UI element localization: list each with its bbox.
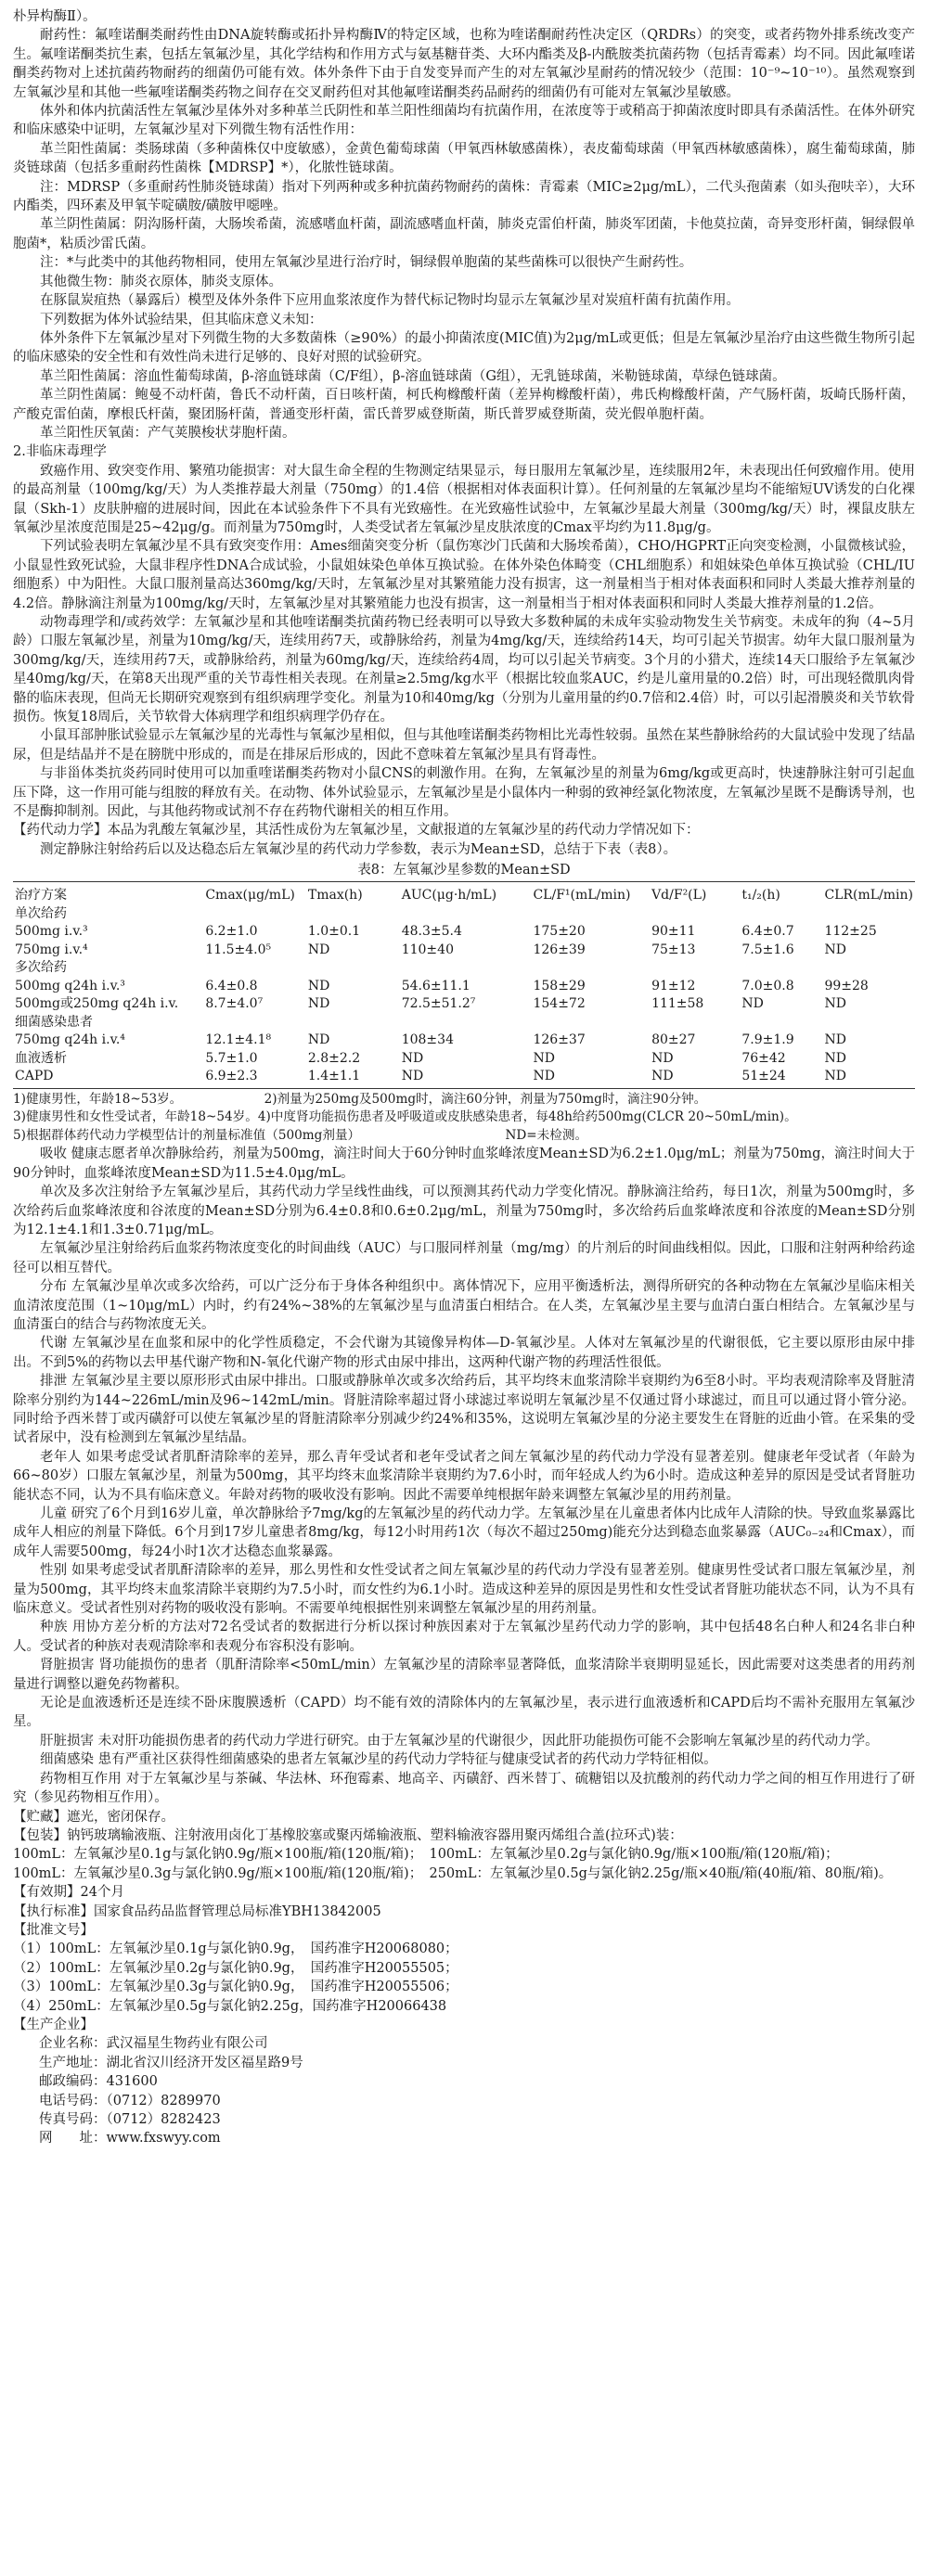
text-paragraph: 注：*与此类中的其他药物相同，使用左氧氟沙星进行治疗时，铜绿假单胞菌的某些菌株可以很快产生耐药性。 xyxy=(40,255,693,271)
table-header-row xyxy=(13,884,915,905)
text-paragraph: 革兰阴性菌属：鲍曼不动杆菌，鲁氏不动杆菌，百日咳杆菌，柯氏枸橼酸杆菌（差异枸橼酸杆菌），弗氏枸橼酸杆菌，产气肠杆菌，坂崎氏肠杆菌，产酸克雷伯菌，摩根氏杆菌，聚团肠杆菌，普通变形杆菌，雷氏普罗威登斯菌，斯氏普罗威登斯菌，荧光假单胞杆菌。 xyxy=(13,388,915,422)
text-paragraph: 耐药性：氟喹诺酮类耐药性由DNA旋转酶或拓扑异构酶Ⅳ的特定区域，也称为喹诺酮耐药性决定区（QRDRs）的突变，或者药物外排系统改变产生。氟喹诺酮类抗生素，包括左氧氟沙星，其化学结构和作用方式与氨基糖苷类、大环内酯类及β-内酰胺类抗菌药物（包括青霉素）均不同。因此氟喹诺酮类药物对上述抗菌药物耐药的细菌仍可能有效。体外条件下由于自发变异而产生的对左氧氟沙星耐药的情况较少（范围：10⁻⁹~10⁻¹⁰）。虽然观察到左氧氟沙星和其他一些氟喹诺酮类药物之间存在交叉耐药但对其他氟喹诺酮类药品耐药的细菌仍有可能对左氧氟沙星敏感。 xyxy=(13,28,915,100)
package-spec-row xyxy=(13,1865,915,1883)
column-header: Vd/F²(L) xyxy=(651,888,707,904)
table-cell: ND xyxy=(533,1069,555,1084)
approval-heading: 【批准文号】 xyxy=(13,1922,94,1938)
table-cell: ND xyxy=(307,942,330,957)
phone-number: 电话号码：（0712）8289970 xyxy=(39,2093,221,2108)
table-section-row xyxy=(13,1014,915,1032)
package-section: 【包装】钠钙玻璃输液瓶、注射液用卤化丁基橡胶塞或聚丙烯输液瓶、塑料输液容器用聚丙烯组合盖(拉环式)装： xyxy=(13,1827,683,1843)
table-cell: 11.5±4.0⁵ xyxy=(205,942,272,957)
table-cell: 12.1±4.1⁸ xyxy=(205,1032,272,1048)
section-heading: 2.非临床毒理学 xyxy=(13,444,107,460)
table-cell: 72.5±51.2⁷ xyxy=(401,996,476,1012)
approval-item: （3）100mL：左氧氟沙星0.3g与氯化钠0.9g， 国药准字H20055506； xyxy=(13,1980,458,1995)
package-spec: 100mL：左氧氟沙星0.1g与氯化钠0.9g/瓶×100瓶/箱(120瓶/箱)； xyxy=(13,1847,416,1863)
table-cell: ND xyxy=(307,996,330,1012)
text-paragraph: 分布 左氧氟沙星单次或多次给药，可以广泛分布于身体各种组织中。离体情况下，应用平衡透析法，测得所研究的各种动物在左氧氟沙星临床相关血清浓度范围（1~10μg/mL）内时，约有24%~38%的左氧氟沙星与血清蛋白相结合。在人类，左氧氟沙星主要与血清白蛋白相结合。左氧氟沙星与血清蛋白的结合与药物浓度无关。 xyxy=(13,1279,915,1332)
fax-number: 传真号码：（0712）8282423 xyxy=(39,2112,221,2127)
table-cell: 6.2±1.0 xyxy=(205,924,258,940)
website: 网 址：www.fxswyy.com xyxy=(39,2131,221,2147)
table-cell: ND xyxy=(824,942,846,957)
text-paragraph: 革兰阴性菌属：阴沟肠杆菌，大肠埃希菌，流感嗜血杆菌，副流感嗜血杆菌，肺炎克雷伯杆菌，肺炎军团菌，卡他莫拉菌，奇异变形杆菌，铜绿假单胞菌*，粘质沙雷氏菌。 xyxy=(13,217,915,251)
section-label: 多次给药 xyxy=(15,960,67,976)
text-paragraph: 性别 如果考虑受试者肌酐清除率的差异，那么男性和女性受试者之间左氧氟沙星的药代动力学没有显著差别。健康男性受试者口服左氧氟沙星，剂量为500mg，其平均终末血浆清除半衰期约为7.5小时，而女性约为6.1小时。造成这种差异的原因是男性和女性受试者肾脏功能状态不同，认为不具有临床意义。受试者性别对药物的吸收没有影响。不需要单纯根据性别来调整左氧氟沙星的用药剂量。 xyxy=(13,1563,915,1617)
table-cell: 154±72 xyxy=(533,996,586,1012)
table-cell: 126±37 xyxy=(533,1032,586,1048)
package-insert-page xyxy=(13,7,915,2148)
table-cell: 5.7±1.0 xyxy=(205,1050,258,1066)
table-cell: 76±42 xyxy=(741,1050,786,1066)
footnote-text: ND=未检测。 xyxy=(505,1127,588,1143)
table-footnote xyxy=(13,1091,915,1109)
table-caption: 表8：左氧氟沙星参数的Mean±SD xyxy=(357,863,571,878)
column-header: t₁/₂(h) xyxy=(741,888,780,904)
text-paragraph: 排泄 左氧氟沙星主要以原形形式由尿中排出。口服或静脉单次或多次给药后，其平均终末血浆清除半衰期约为6至8小时。平均表观清除率及肾脏清除率分别约为144~226mL/min及96~142mL/min。肾脏清除率超过肾小球滤过率说明左氧氟沙星不仅通过肾小球滤过，而且可以通过肾小管分泌。同时给予西米替丁或丙磺舒可以使左氧氟沙星的肾脏清除率分别减少约24%和35%，这说明左氧氟沙星的分泌主要发生在肾脏的近曲小管。在采集的受试者尿中，没有检测到左氧氟沙星结晶。 xyxy=(13,1374,915,1446)
text-paragraph: 下列试验表明左氧氟沙星不具有致突变作用：Ames细菌突变分析（鼠伤寒沙门氏菌和大肠埃希菌），CHO/HGPRT正向突变检测，小鼠微核试验，小鼠显性致死试验，大鼠非程序性DNA合成试验，小鼠姐妹染色单体互换试验。在体外染色体畸变（CHL细胞系）和姐妹染色单体互换试验（CHL/IU细胞系）中为阳性。大鼠口服剂量高达360mg/kg/天时，左氧氟沙星对其繁殖能力没有损害，这一剂量相当于相对体表面积和同时人类最大推荐剂量的4.2倍。静脉滴注剂量为100mg/kg/天时，左氧氟沙星对其繁殖能力也没有损害，这一剂量相当于相对体表面积和同时人类最大推荐剂量的1.2倍。 xyxy=(13,539,915,611)
table-cell: 6.9±2.3 xyxy=(205,1069,258,1084)
pk-parameters-table xyxy=(13,884,915,1086)
table-row xyxy=(13,923,915,942)
table-cell: 99±28 xyxy=(824,978,869,993)
company-address: 生产地址：湖北省汉川经济开发区福星路9号 xyxy=(39,2055,303,2070)
approval-item: （2）100mL：左氧氟沙星0.2g与氯化钠0.9g， 国药准字H20055505； xyxy=(13,1960,458,1976)
table-bottom-rule xyxy=(13,1088,915,1089)
column-header: CL/F¹(mL/min) xyxy=(533,888,631,904)
table-cell: ND xyxy=(533,1050,555,1066)
text-paragraph: 代谢 左氧氟沙星在血浆和尿中的化学性质稳定，不会代谢为其镜像异构体—D-氧氟沙星。人体对左氧氟沙星的代谢很低，它主要以原形由尿中排出。不到5%的药物以去甲基代谢产物和N-氧化代谢产物的形式由尿中排出，这两种代谢产物的药理活性很低。 xyxy=(13,1336,915,1370)
table-cell: 90±11 xyxy=(651,924,696,940)
table-cell: 48.3±5.4 xyxy=(401,924,462,940)
table-cell: ND xyxy=(824,1032,846,1048)
manufacturer-info xyxy=(13,2034,915,2147)
table-cell: 750mg i.v.⁴ xyxy=(15,942,88,957)
text-paragraph: 种族 用协方差分析的方法对72名受试者的数据进行分析以探讨种族因素对于左氧氟沙星药代动力学的影响，其中包括48名白种人和24名非白种人。受试者的种族对表观清除率和表观分布容积没有影响。 xyxy=(13,1620,915,1654)
text-paragraph: 肝脏损害 未对肝功能损伤患者的药代动力学进行研究。由于左氧氟沙星的代谢很少，因此肝功能损伤可能不会影响左氧氟沙星的药代动力学。 xyxy=(40,1733,879,1749)
table-cell: 51±24 xyxy=(741,1069,786,1084)
table-cell: ND xyxy=(307,978,330,993)
postal-code: 邮政编码：431600 xyxy=(39,2074,158,2090)
approval-item: （1）100mL：左氧氟沙星0.1g与氯化钠0.9g， 国药准字H20068080； xyxy=(13,1942,458,1957)
text-paragraph: 动物毒理学和/或药效学：左氧氟沙星和其他喹诺酮类抗菌药物已经表明可以导致大多数种属的未成年实验动物发生关节病变。未成年的狗（4~5月龄）口服左氧氟沙星，剂量为10mg/kg/天，连续用药7天，或静脉给药，剂量为4mg/kg/天，连续给药14天，均可引起关节损害。幼年大鼠口服剂量为300mg/kg/天，连续用药7天，或静脉给药，剂量为60mg/kg/天，连续给药4周，均可以引起关节病变。3个月的小猎犬，连续14天口服给予左氧氟沙星40mg/kg/天，在第8天出现严重的关节毒性相关表现。在剂量≥2.5mg/kg水平（根据比较血浆AUC，约是儿童用量的0.2倍）时，可出现轻微肌肉骨骼的临床表现，但尚无长期研究观察到有组织病理学变化。剂量为10和40mg/kg（分别为儿童用量的约0.7倍和2.4倍）时，可以引起滑膜炎和关节软骨损伤。恢复18周后，关节软骨大体病理学和组织病理学仍存在。 xyxy=(13,615,915,725)
section-label: 细菌感染患者 xyxy=(15,1014,93,1030)
text-paragraph: 朴异构酶Ⅱ）。 xyxy=(13,9,97,24)
table-cell: 500mg i.v.³ xyxy=(15,924,88,940)
text-paragraph: 注：MDRSP（多重耐药性肺炎链球菌）指对下列两种或多种抗菌药物耐药的菌株：青霉素（MIC≥2μg/mL），二代头孢菌素（如头孢呋辛），大环内酯类，四环素及甲氧苄啶磺胺/磺胺甲噁唑。 xyxy=(13,179,915,214)
table-cell: 158±29 xyxy=(533,978,586,993)
table-cell: 750mg q24h i.v.⁴ xyxy=(15,1032,125,1048)
company-name: 企业名称：武汉福星生物药业有限公司 xyxy=(39,2036,268,2052)
text-paragraph: 与非甾体类抗炎药同时使用可以加重喹诺酮类药物对小鼠CNS的刺激作用。在狗，左氧氟沙星的剂量为6mg/kg或更高时，快速静脉注射可引起血压下降，这一作用可能与组胺的释放有关。在动物、体外试验显示，左氧氟沙星是小鼠体内一种弱的致神经氯化物浓度，左氧氟沙星既不是酶诱导剂，也不是酶抑制剂。因此，与其他药物或试剂不存在药物代谢相关的相互作用。 xyxy=(13,766,915,820)
table-cell: 6.4±0.7 xyxy=(741,924,794,940)
table-cell: 2.8±2.2 xyxy=(307,1050,361,1066)
table-cell: 血液透析 xyxy=(15,1050,67,1066)
manufacturer-heading: 【生产企业】 xyxy=(13,2017,94,2032)
package-spec: 100mL：左氧氟沙星0.2g与氯化钠0.9g/瓶×100瓶/箱(120瓶/箱)； xyxy=(429,1847,839,1863)
table-cell: 7.9±1.9 xyxy=(741,1032,794,1048)
package-spec: 100mL：左氧氟沙星0.3g与氯化钠0.9g/瓶×100瓶/箱(120瓶/箱)； xyxy=(13,1865,416,1881)
footnote-text: 2)剂量为250mg及500mg时，滴注60分钟，剂量为750mg时，滴注90分钟。 xyxy=(264,1091,707,1107)
footnote-text: 1)健康男性，年龄18~53岁。 xyxy=(13,1091,176,1107)
table-cell: 91±12 xyxy=(651,978,696,993)
standard-section: 【执行标准】国家食品药品监督管理总局标准YBH13842005 xyxy=(13,1903,381,1919)
table-cell: ND xyxy=(651,1069,674,1084)
table-cell: ND xyxy=(824,996,846,1012)
section-heading: 【药代动力学】本品为乳酸左氧氟沙星，其活性成份为左氧氟沙星，文献报道的左氧氟沙星的药代动力学情况如下： xyxy=(13,823,700,839)
text-paragraph: 体外和体内抗菌活性左氧氟沙星体外对多种革兰氏阴性和革兰阳性细菌均有抗菌作用，在浓度等于或稍高于抑菌浓度时即具有杀菌活性。在体外研究和临床感染中证明，左氧氟沙星对下列微生物有活性作用： xyxy=(13,104,915,138)
table-cell: ND xyxy=(307,1032,330,1048)
table-top-rule xyxy=(13,881,915,882)
table-cell: 7.5±1.6 xyxy=(741,942,794,957)
table-cell: ND xyxy=(651,1050,674,1066)
table-cell: CAPD xyxy=(15,1069,54,1084)
table-cell: ND xyxy=(741,996,764,1012)
column-header: Tmax(h) xyxy=(307,888,363,904)
storage-section: 【贮藏】遮光，密闭保存。 xyxy=(13,1809,174,1825)
table-row xyxy=(13,1032,915,1050)
column-header: Cmax(μg/mL) xyxy=(205,888,295,904)
text-paragraph: 在豚鼠炭疽热（暴露后）模型及体外条件下应用血浆浓度作为替代标记物时均显示左氧氟沙星对炭疽杆菌有抗菌作用。 xyxy=(40,293,740,309)
table-cell: 126±39 xyxy=(533,942,586,957)
table-cell: 8.7±4.0⁷ xyxy=(205,996,264,1012)
text-paragraph: 革兰阳性菌属：溶血性葡萄球菌，β-溶血链球菌（C/F组），β-溶血链球菌（G组），无乳链球菌，米勒链球菌，草绿色链球菌。 xyxy=(40,368,786,384)
table-section-row xyxy=(13,959,915,978)
table-cell: 500mg或250mg q24h i.v. xyxy=(15,996,179,1012)
table-cell: ND xyxy=(824,1069,846,1084)
table-row xyxy=(13,995,915,1014)
table-row xyxy=(13,1068,915,1086)
text-paragraph: 老年人 如果考虑受试者肌酐清除率的差异，那么青年受试者和老年受试者之间左氧氟沙星的药代动力学没有显著差别。健康老年受试者（年龄为66~80岁）口服左氧氟沙星，剂量为500mg，其平均终末血浆清除半衰期约为7.6小时，而年轻成人约为6小时。造成这种差异的原因是受试者肾脏功能状态不同，认为不具有临床意义。年龄对药物的吸收没有影响。因此不需要单纯根据年龄来调整左氧氟沙星的用药剂量。 xyxy=(13,1449,915,1503)
column-header: AUC(μg·h/mL) xyxy=(401,888,497,904)
table-cell: 80±27 xyxy=(651,1032,696,1048)
table-footnote: 3)健康男性和女性受试者，年龄18~54岁。4)中度肾功能损伤患者及呼吸道或皮肤感染患者，每48h给药500mg(CLCR 20~50mL/min)。 xyxy=(13,1109,797,1125)
text-paragraph: 吸收 健康志愿者单次静脉给药，剂量为500mg，滴注时间大于60分钟时血浆峰浓度Mean±SD为6.2±1.0μg/mL；剂量为750mg，滴注时间大于90分钟时，血浆峰浓度Mean±SD为11.5±4.0μg/mL。 xyxy=(13,1147,915,1181)
table-section-row xyxy=(13,905,915,924)
text-paragraph: 药物相互作用 对于左氧氟沙星与茶碱、华法林、环孢霉素、地高辛、丙磺舒、西米替丁、硫糖铝以及抗酸剂的药代动力学之间的相互作用进行了研究（参见药物相互作用）。 xyxy=(13,1771,915,1806)
text-paragraph: 测定静脉注射给药后以及达稳态后左氧氟沙星的药代动力学参数，表示为Mean±SD，总结于下表（表8）。 xyxy=(40,841,677,857)
table-row xyxy=(13,1050,915,1069)
table-cell: 1.0±0.1 xyxy=(307,924,361,940)
text-paragraph: 单次及多次注射给予左氧氟沙星后，其药代动力学呈线性曲线，可以预测其药代动力学变化情况。静脉滴注给药，每日1次，剂量为500mg时，多次给药后血浆峰浓度和谷浓度的Mean±SD分别为6.4±0.8和0.6±0.2μg/mL，剂量为750mg时，多次给药后血浆峰浓度和谷浓度的Mean±SD分别为12.1±4.1和1.3±0.71μg/mL。 xyxy=(13,1185,915,1237)
column-header: 治疗方案 xyxy=(15,888,67,904)
table-footnote xyxy=(13,1127,915,1146)
table-row xyxy=(13,978,915,996)
text-paragraph: 儿童 研究了6个月到16岁儿童，单次静脉给予7mg/kg的左氧氟沙星的药代动力学。左氧氟沙星在儿童患者体内比成年人清除的快。导致血浆暴露比成年人相应的剂量下降低。6个月到17岁儿童患者8mg/kg，每12小时用药1次（每次不超过250mg)能充分达到稳态血浆暴露（AUC₀₋₂₄和Cmax），而成年人需要500mg，每24小时1次才达稳态血浆暴露。 xyxy=(13,1506,915,1559)
table-cell: 75±13 xyxy=(651,942,696,957)
footnote-text: 5)根据群体药代动力学模型估计的剂量标准值（500mg剂量） xyxy=(13,1127,354,1143)
text-paragraph: 革兰阳性厌氧菌：产气荚膜梭状芽胞杆菌。 xyxy=(40,425,296,441)
text-paragraph: 肾脏损害 肾功能损伤的患者（肌酐清除率<50mL/min）左氧氟沙星的清除率显著降低，血浆清除半衰期明显延长，因此需要对这类患者的用药剂量进行调整以避免药物蓄积。 xyxy=(13,1658,915,1692)
section-label: 单次给药 xyxy=(15,905,67,921)
text-paragraph: 致癌作用、致突变作用、繁殖功能损害：对大鼠生命全程的生物测定结果显示，每日服用左氧氟沙星，连续服用2年，未表现出任何致瘤作用。使用的最高剂量（100mg/kg/天）为人类推荐最大剂量（750mg）的1.4倍（根据相对体表面积计算）。任何剂量的左氧氟沙星均不能缩短UV诱发的白化裸鼠（Skh-1）皮肤肿瘤的进展时间，因此在本试验条件下不具有光致癌性。在光致癌性试验中，左氧氟沙星最大剂量（300mg/kg/天）时，裸鼠皮肤左氧氟沙星浓度范围是25~42μg/g。而剂量为750mg时，人类受试者左氧氟沙星皮肤浓度的Cmax平均约为11.8μg/g。 xyxy=(13,463,915,535)
table-cell: 500mg q24h i.v.³ xyxy=(15,978,125,993)
package-spec: 250mL：左氧氟沙星0.5g与氯化钠2.25g/瓶×40瓶/箱(40瓶/箱、80瓶/箱)。 xyxy=(429,1865,893,1881)
table-row xyxy=(13,942,915,960)
table-cell: 112±25 xyxy=(824,924,877,940)
table-cell: 54.6±11.1 xyxy=(401,978,470,993)
text-paragraph: 小鼠耳部肿胀试验显示左氧氟沙星的光毒性与氧氟沙星相似，但与其他喹诺酮类药物相比光毒性较弱。虽然在某些静脉给药的大鼠试验中发现了结晶尿，但是结晶并不是在膀胱中形成的，而是在排尿后形成的，因此不意味着左氧氟沙星具有肾毒性。 xyxy=(13,728,915,763)
column-header: CLR(mL/min) xyxy=(824,888,913,904)
text-paragraph: 革兰阳性菌属：类肠球菌（多种菌株仅中度敏感），金黄色葡萄球菌（甲氧西林敏感菌株），表皮葡萄球菌（甲氧西林敏感菌株），腐生葡萄球菌，肺炎链球菌（包括多重耐药性菌株【MDRSP】*），化脓性链球菌。 xyxy=(13,141,915,176)
table-cell: 7.0±0.8 xyxy=(741,978,794,993)
table-cell: 111±58 xyxy=(651,996,704,1012)
table-cell: 6.4±0.8 xyxy=(205,978,258,993)
text-paragraph: 其他微生物：肺炎衣原体，肺炎支原体。 xyxy=(40,274,282,289)
table-cell: 175±20 xyxy=(533,924,586,940)
text-paragraph: 下列数据为体外试验结果，但其临床意义未知： xyxy=(40,312,323,327)
package-spec-row xyxy=(13,1845,915,1864)
table-cell: 108±34 xyxy=(401,1032,454,1048)
text-paragraph: 体外条件下左氧氟沙星对下列微生物的大多数菌株（≥90%）的最小抑菌浓度(MIC值)为2μg/mL或更低；但是左氧氟沙星治疗由这些微生物所引起的临床感染的安全性和有效性尚未进行足够的、良好对照的试验研究。 xyxy=(13,330,915,365)
table-cell: ND xyxy=(401,1050,424,1066)
approval-item: （4）250mL：左氧氟沙星0.5g与氯化钠2.25g，国药准字H20066438 xyxy=(13,1998,447,2014)
validity-section: 【有效期】24个月 xyxy=(13,1885,124,1901)
text-paragraph: 左氧氟沙星注射给药后血浆药物浓度变化的时间曲线（AUC）与口服同样剂量（mg/mg）的片剂后的时间曲线相似。因此，口服和注射两种给药途径可以相互替代。 xyxy=(13,1241,915,1275)
table-cell: 110±40 xyxy=(401,942,454,957)
table-cell: 1.4±1.1 xyxy=(307,1069,361,1084)
text-paragraph: 无论是血液透析还是连续不卧床腹膜透析（CAPD）均不能有效的清除体内的左氧氟沙星，表示进行血液透析和CAPD后均不需补充服用左氧氟沙星。 xyxy=(13,1696,915,1730)
table-cell: ND xyxy=(824,1050,846,1066)
table-cell: ND xyxy=(401,1069,424,1084)
text-paragraph: 细菌感染 患有严重社区获得性细菌感染的患者左氧氟沙星的药代动力学特征与健康受试者的药代动力学特征相似。 xyxy=(40,1752,717,1768)
